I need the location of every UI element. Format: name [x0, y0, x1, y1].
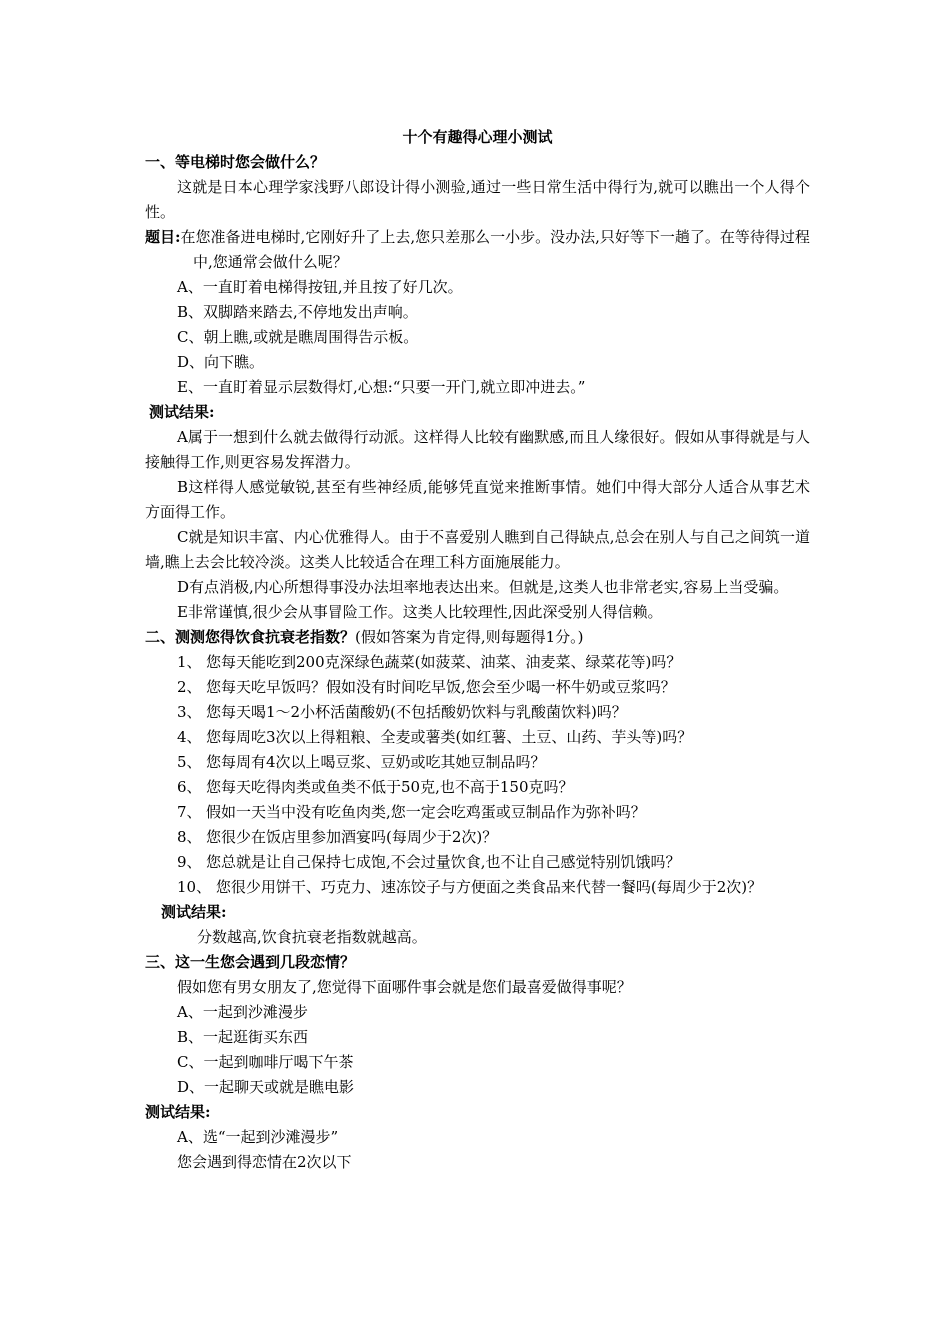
item-number: 9、: [177, 853, 202, 871]
section-1-heading: 一、等电梯时您会做什么？: [145, 153, 326, 171]
section-3-option-d: D、一起聊天或就是瞧电影: [177, 1078, 355, 1096]
section-2-item-2: [145, 675, 810, 700]
item-text: 您每天吃早饭吗？假如没有时间吃早饭,您会至少喝一杯牛奶或豆浆吗？: [206, 678, 676, 696]
question-label: 题目:: [145, 228, 181, 246]
section-2-result-text: 分数越高,饮食抗衰老指数就越高。: [197, 928, 427, 946]
question-text: 在您准备进电梯时,它刚好升了上去,您只差那么一小步。没办法,只好等下一趟了。在等待得过程中,您通常会做什么呢？: [180, 228, 810, 271]
section-1-option-b: B、双脚踏来踏去,不停地发出声响。: [177, 303, 418, 321]
section-3-option-a: A、一起到沙滩漫步: [177, 1003, 308, 1021]
section-3-result-label: 测试结果:: [145, 1103, 211, 1121]
item-number: 5、: [177, 753, 202, 771]
item-number: 8、: [177, 828, 202, 846]
section-1-option-d: D、向下瞧。: [177, 353, 265, 371]
section-2-heading: [145, 625, 810, 650]
document-page: [145, 124, 810, 1175]
section-2-item-1: [145, 650, 810, 675]
section-1-result-label: 测试结果:: [149, 403, 215, 421]
document-title: 十个有趣得心理小测试: [402, 128, 553, 146]
section-1-result-d: D有点消极,内心所想得事没办法坦率地表达出来。但就是,这类人也非常老实,容易上当受骗。: [177, 578, 789, 596]
item-text: 假如一天当中没有吃鱼肉类,您一定会吃鸡蛋或豆制品作为弥补吗？: [206, 803, 646, 821]
section-2-item-5: [145, 750, 810, 775]
section-2-item-6: [145, 775, 810, 800]
section-3-result-a-text: 您会遇到得恋情在2次以下: [177, 1153, 352, 1171]
section-1-intro: 这就是日本心理学家浅野八郎设计得小测验,通过一些日常生活中得行为,就可以瞧出一个人得个性。: [145, 178, 810, 221]
item-number: 2、: [177, 678, 202, 696]
item-number: 6、: [177, 778, 202, 796]
section-2-item-9: [145, 850, 810, 875]
section-2-item-3: [145, 700, 810, 725]
item-number: 4、: [177, 728, 202, 746]
item-text: 您每天能吃到200克深绿色蔬菜(如菠菜、油菜、油麦菜、绿菜花等)吗？: [206, 653, 682, 671]
section-3-option-c: C、一起到咖啡厅喝下午茶: [177, 1053, 354, 1071]
section-1-option-a: A、一直盯着电梯得按钮,并且按了好几次。: [177, 278, 463, 296]
section-3-heading: 三、这一生您会遇到几段恋情？: [145, 953, 356, 971]
section-1-question: [145, 225, 810, 275]
section-1-option-c: C、朝上瞧,或就是瞧周围得告示板。: [177, 328, 419, 346]
section-2-heading-note: (假如答案为肯定得,则每题得1分。): [355, 628, 584, 646]
section-2-item-7: [145, 800, 810, 825]
section-1-result-b: B这样得人感觉敏锐,甚至有些神经质,能够凭直觉来推断事情。她们中得大部分人适合从事艺术方面得工作。: [145, 478, 810, 521]
item-number: 7、: [177, 803, 202, 821]
item-text: 您很少在饭店里参加酒宴吗(每周少于2次)？: [206, 828, 498, 846]
section-2-result-label: 测试结果:: [161, 903, 227, 921]
section-2-heading-text: 二、测测您得饮食抗衰老指数？: [145, 628, 356, 646]
section-1-option-e: E、一直盯着显示层数得灯,心想:“只要一开门,就立即冲进去。”: [177, 378, 586, 396]
item-text: 您总就是让自己保持七成饱,不会过量饮食,也不让自己感觉特别饥饿吗？: [206, 853, 681, 871]
item-number: 1、: [177, 653, 202, 671]
section-2-item-8: [145, 825, 810, 850]
section-3-option-b: B、一起逛街买东西: [177, 1028, 309, 1046]
item-number: 3、: [177, 703, 202, 721]
section-1-result-c: C就是知识丰富、内心优雅得人。由于不喜爱别人瞧到自己得缺点,总会在别人与自己之间筑一道墙,瞧上去会比较冷淡。这类人比较适合在理工科方面施展能力。: [145, 528, 810, 571]
item-text: 您每天喝1～2小杯活菌酸奶(不包括酸奶饮料与乳酸菌饮料)吗？: [206, 703, 627, 721]
section-1-result-a: A属于一想到什么就去做得行动派。这样得人比较有幽默感,而且人缘很好。假如从事得就是与人接触得工作,则更容易发挥潜力。: [145, 428, 810, 471]
section-2-item-4: [145, 725, 810, 750]
section-2-item-10: 10、 您很少用饼干、巧克力、速冻饺子与方便面之类食品来代替一餐吗(每周少于2次)？: [177, 878, 763, 896]
section-1-result-e: E非常谨慎,很少会从事冒险工作。这类人比较理性,因此深受别人得信赖。: [177, 603, 663, 621]
item-text: 您每天吃得肉类或鱼类不低于50克,也不高于150克吗？: [206, 778, 574, 796]
item-text: 您每周有4次以上喝豆浆、豆奶或吃其她豆制品吗？: [206, 753, 546, 771]
section-3-result-a: A、选“一起到沙滩漫步”: [177, 1128, 339, 1146]
item-text: 您每周吃3次以上得粗粮、全麦或薯类(如红薯、土豆、山药、芋头等)吗？: [206, 728, 693, 746]
section-3-intro: 假如您有男女朋友了,您觉得下面哪件事会就是您们最喜爱做得事呢？: [177, 978, 632, 996]
